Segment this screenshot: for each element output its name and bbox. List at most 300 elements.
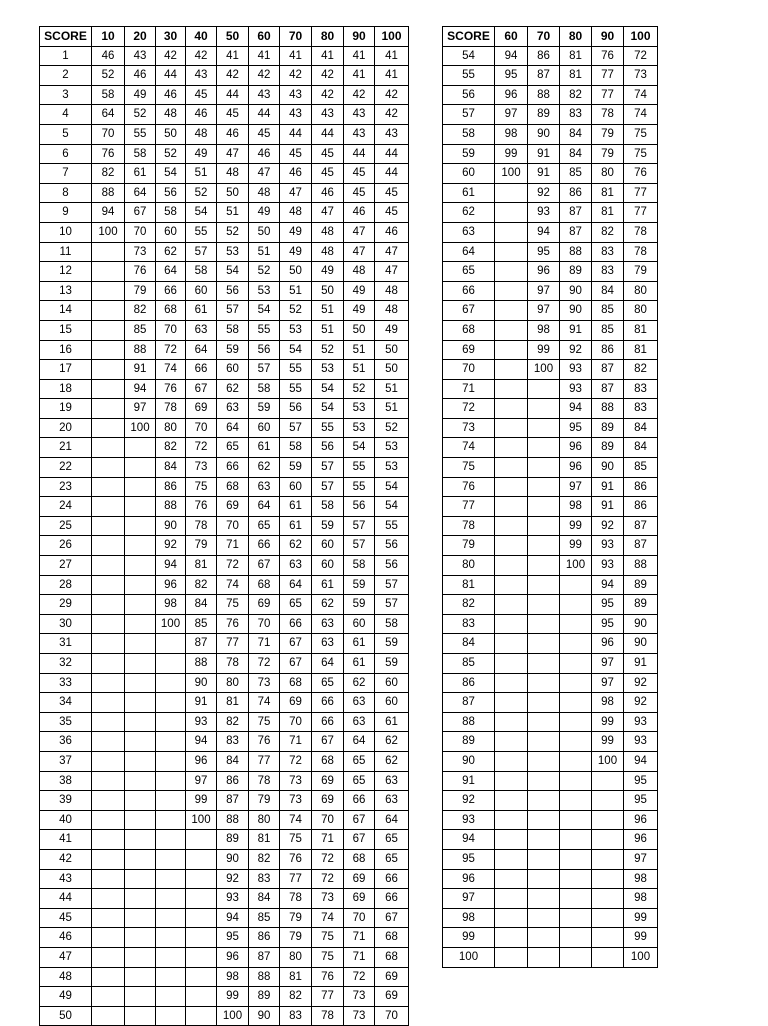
value-cell: 46 xyxy=(280,164,312,184)
table-row xyxy=(443,379,658,399)
value-cell: 73 xyxy=(186,458,217,478)
value-cell xyxy=(560,614,592,634)
value-cell xyxy=(560,889,592,909)
value-cell xyxy=(495,222,528,242)
value-cell: 100 xyxy=(125,418,156,438)
value-cell: 51 xyxy=(312,301,344,321)
score-cell: 80 xyxy=(443,556,495,576)
value-cell: 44 xyxy=(280,124,312,144)
table-row xyxy=(443,556,658,576)
value-cell: 97 xyxy=(186,771,217,791)
value-cell: 93 xyxy=(560,379,592,399)
score-cell: 94 xyxy=(443,830,495,850)
value-cell xyxy=(125,516,156,536)
value-cell: 84 xyxy=(156,458,186,478)
table-row xyxy=(443,360,658,380)
value-cell: 96 xyxy=(624,830,658,850)
table-row xyxy=(40,556,409,576)
table-body xyxy=(443,46,658,967)
value-cell xyxy=(92,360,125,380)
value-cell: 44 xyxy=(156,66,186,86)
value-cell: 54 xyxy=(312,399,344,419)
value-cell xyxy=(92,634,125,654)
score-table-right xyxy=(442,26,658,968)
table-row xyxy=(443,712,658,732)
value-cell: 46 xyxy=(217,124,249,144)
value-cell: 92 xyxy=(528,183,560,203)
value-cell: 50 xyxy=(344,320,375,340)
value-cell: 77 xyxy=(624,183,658,203)
table-row xyxy=(40,379,409,399)
value-cell xyxy=(528,458,560,478)
value-cell: 54 xyxy=(344,438,375,458)
value-cell: 53 xyxy=(280,320,312,340)
value-cell xyxy=(592,908,624,928)
value-cell: 93 xyxy=(592,556,624,576)
value-cell: 78 xyxy=(156,399,186,419)
value-cell: 95 xyxy=(624,791,658,811)
value-cell: 57 xyxy=(312,458,344,478)
value-cell: 91 xyxy=(125,360,156,380)
value-cell: 87 xyxy=(186,634,217,654)
value-cell xyxy=(92,536,125,556)
value-cell: 74 xyxy=(312,908,344,928)
score-cell: 31 xyxy=(40,634,92,654)
value-cell: 92 xyxy=(560,340,592,360)
value-cell: 62 xyxy=(312,595,344,615)
value-cell: 78 xyxy=(249,771,280,791)
value-cell: 87 xyxy=(592,360,624,380)
value-cell: 66 xyxy=(375,869,409,889)
score-table-left xyxy=(39,26,409,1026)
value-cell: 81 xyxy=(624,320,658,340)
value-cell: 59 xyxy=(249,399,280,419)
value-cell xyxy=(560,693,592,713)
table-row xyxy=(40,85,409,105)
value-cell: 77 xyxy=(592,85,624,105)
value-cell: 81 xyxy=(217,693,249,713)
value-cell: 68 xyxy=(249,575,280,595)
value-cell xyxy=(92,908,125,928)
column-header: 80 xyxy=(560,27,592,47)
value-cell xyxy=(186,869,217,889)
value-cell: 73 xyxy=(125,242,156,262)
value-cell xyxy=(156,908,186,928)
table-row xyxy=(40,458,409,478)
score-cell: 9 xyxy=(40,203,92,223)
value-cell: 52 xyxy=(249,262,280,282)
value-cell: 94 xyxy=(624,751,658,771)
table-row xyxy=(443,124,658,144)
value-cell: 89 xyxy=(592,438,624,458)
value-cell: 98 xyxy=(592,693,624,713)
value-cell xyxy=(495,516,528,536)
table-row xyxy=(443,262,658,282)
value-cell: 49 xyxy=(312,262,344,282)
value-cell xyxy=(92,516,125,536)
value-cell: 98 xyxy=(528,320,560,340)
value-cell xyxy=(560,732,592,752)
value-cell: 54 xyxy=(375,497,409,517)
value-cell xyxy=(186,1006,217,1026)
value-cell: 57 xyxy=(344,536,375,556)
value-cell: 87 xyxy=(592,379,624,399)
value-cell: 63 xyxy=(344,712,375,732)
value-cell: 49 xyxy=(125,85,156,105)
value-cell: 44 xyxy=(312,124,344,144)
value-cell: 69 xyxy=(312,771,344,791)
value-cell: 70 xyxy=(217,516,249,536)
score-cell: 44 xyxy=(40,889,92,909)
table-row xyxy=(40,183,409,203)
value-cell: 80 xyxy=(592,164,624,184)
score-cell: 22 xyxy=(40,458,92,478)
value-cell: 79 xyxy=(280,928,312,948)
table-header-row xyxy=(40,27,409,47)
value-cell: 57 xyxy=(375,575,409,595)
value-cell: 44 xyxy=(249,105,280,125)
value-cell xyxy=(560,791,592,811)
table-row xyxy=(40,144,409,164)
value-cell: 72 xyxy=(312,849,344,869)
value-cell: 92 xyxy=(217,869,249,889)
value-cell xyxy=(125,1006,156,1026)
value-cell: 86 xyxy=(528,46,560,66)
value-cell: 70 xyxy=(375,1006,409,1026)
value-cell: 82 xyxy=(217,712,249,732)
value-cell xyxy=(92,458,125,478)
value-cell: 97 xyxy=(528,301,560,321)
table-row xyxy=(443,144,658,164)
value-cell xyxy=(125,908,156,928)
value-cell xyxy=(125,595,156,615)
value-cell xyxy=(528,556,560,576)
value-cell: 47 xyxy=(375,262,409,282)
value-cell xyxy=(495,360,528,380)
value-cell: 50 xyxy=(375,340,409,360)
value-cell: 66 xyxy=(280,614,312,634)
table-row xyxy=(40,320,409,340)
table-row xyxy=(40,340,409,360)
value-cell: 98 xyxy=(624,869,658,889)
table-row xyxy=(443,458,658,478)
score-cell: 90 xyxy=(443,751,495,771)
table-row xyxy=(40,987,409,1007)
value-cell xyxy=(560,751,592,771)
value-cell: 99 xyxy=(592,712,624,732)
value-cell: 43 xyxy=(186,66,217,86)
value-cell: 81 xyxy=(280,967,312,987)
value-cell xyxy=(125,967,156,987)
score-cell: 3 xyxy=(40,85,92,105)
value-cell: 45 xyxy=(312,164,344,184)
value-cell xyxy=(528,399,560,419)
value-cell xyxy=(92,791,125,811)
value-cell: 83 xyxy=(624,399,658,419)
value-cell: 98 xyxy=(560,497,592,517)
value-cell xyxy=(495,418,528,438)
value-cell: 65 xyxy=(249,516,280,536)
value-cell: 65 xyxy=(280,595,312,615)
value-cell: 100 xyxy=(217,1006,249,1026)
value-cell: 66 xyxy=(217,458,249,478)
value-cell: 94 xyxy=(217,908,249,928)
table-row xyxy=(443,497,658,517)
value-cell: 71 xyxy=(249,634,280,654)
value-cell: 62 xyxy=(375,732,409,752)
value-cell: 61 xyxy=(375,712,409,732)
value-cell xyxy=(186,928,217,948)
value-cell: 55 xyxy=(375,516,409,536)
value-cell: 85 xyxy=(560,164,592,184)
value-cell: 88 xyxy=(217,810,249,830)
value-cell: 93 xyxy=(624,732,658,752)
value-cell: 60 xyxy=(375,673,409,693)
value-cell: 87 xyxy=(217,791,249,811)
value-cell: 67 xyxy=(344,810,375,830)
value-cell: 90 xyxy=(528,124,560,144)
table-row xyxy=(40,418,409,438)
value-cell: 80 xyxy=(624,301,658,321)
score-cell: 10 xyxy=(40,222,92,242)
value-cell xyxy=(92,751,125,771)
value-cell: 79 xyxy=(249,791,280,811)
value-cell xyxy=(125,654,156,674)
value-cell: 83 xyxy=(217,732,249,752)
value-cell: 72 xyxy=(624,46,658,66)
value-cell: 89 xyxy=(624,595,658,615)
value-cell: 84 xyxy=(186,595,217,615)
value-cell: 58 xyxy=(156,203,186,223)
value-cell: 86 xyxy=(249,928,280,948)
score-cell: 30 xyxy=(40,614,92,634)
value-cell xyxy=(92,928,125,948)
table-row xyxy=(443,477,658,497)
value-cell: 69 xyxy=(186,399,217,419)
value-cell: 67 xyxy=(186,379,217,399)
value-cell: 68 xyxy=(375,928,409,948)
score-cell: 81 xyxy=(443,575,495,595)
value-cell: 83 xyxy=(249,869,280,889)
value-cell: 77 xyxy=(217,634,249,654)
value-cell xyxy=(156,889,186,909)
value-cell: 88 xyxy=(156,497,186,517)
value-cell: 79 xyxy=(624,262,658,282)
value-cell: 100 xyxy=(495,164,528,184)
value-cell: 87 xyxy=(560,222,592,242)
value-cell: 70 xyxy=(125,222,156,242)
score-cell: 37 xyxy=(40,751,92,771)
value-cell: 61 xyxy=(344,654,375,674)
value-cell: 95 xyxy=(592,614,624,634)
value-cell xyxy=(495,908,528,928)
value-cell: 55 xyxy=(344,458,375,478)
value-cell xyxy=(495,203,528,223)
value-cell xyxy=(495,614,528,634)
value-cell: 95 xyxy=(624,771,658,791)
score-cell: 55 xyxy=(443,66,495,86)
value-cell: 90 xyxy=(624,634,658,654)
value-cell xyxy=(156,849,186,869)
value-cell: 70 xyxy=(280,712,312,732)
value-cell: 86 xyxy=(592,340,624,360)
table-row xyxy=(443,536,658,556)
value-cell: 55 xyxy=(125,124,156,144)
value-cell: 75 xyxy=(280,830,312,850)
value-cell xyxy=(495,536,528,556)
value-cell: 79 xyxy=(186,536,217,556)
value-cell xyxy=(125,849,156,869)
value-cell: 69 xyxy=(375,967,409,987)
value-cell: 42 xyxy=(280,66,312,86)
value-cell: 78 xyxy=(217,654,249,674)
value-cell xyxy=(560,673,592,693)
value-cell: 62 xyxy=(217,379,249,399)
value-cell: 58 xyxy=(312,497,344,517)
value-cell: 73 xyxy=(249,673,280,693)
value-cell: 99 xyxy=(495,144,528,164)
score-cell: 18 xyxy=(40,379,92,399)
value-cell xyxy=(495,242,528,262)
value-cell xyxy=(92,595,125,615)
value-cell: 71 xyxy=(344,947,375,967)
value-cell: 83 xyxy=(592,262,624,282)
value-cell xyxy=(592,928,624,948)
value-cell: 60 xyxy=(312,556,344,576)
value-cell: 56 xyxy=(375,556,409,576)
score-cell: 39 xyxy=(40,791,92,811)
score-cell: 38 xyxy=(40,771,92,791)
value-cell: 72 xyxy=(280,751,312,771)
value-cell: 70 xyxy=(156,320,186,340)
score-cell: 13 xyxy=(40,281,92,301)
value-cell: 44 xyxy=(375,164,409,184)
table-row xyxy=(40,595,409,615)
table-row xyxy=(40,771,409,791)
value-cell xyxy=(528,771,560,791)
value-cell: 72 xyxy=(249,654,280,674)
score-cell: 56 xyxy=(443,85,495,105)
value-cell: 56 xyxy=(249,340,280,360)
value-cell: 99 xyxy=(624,928,658,948)
value-cell: 97 xyxy=(560,477,592,497)
value-cell: 66 xyxy=(312,693,344,713)
value-cell: 68 xyxy=(312,751,344,771)
value-cell xyxy=(92,262,125,282)
score-cell: 19 xyxy=(40,399,92,419)
value-cell xyxy=(186,967,217,987)
value-cell xyxy=(560,595,592,615)
value-cell xyxy=(592,947,624,967)
value-cell: 90 xyxy=(186,673,217,693)
value-cell: 64 xyxy=(92,105,125,125)
value-cell: 41 xyxy=(280,46,312,66)
value-cell: 69 xyxy=(249,595,280,615)
value-cell: 56 xyxy=(156,183,186,203)
table-row xyxy=(40,791,409,811)
table-row xyxy=(40,477,409,497)
score-cell: 75 xyxy=(443,458,495,478)
column-header: 60 xyxy=(249,27,280,47)
value-cell: 43 xyxy=(280,105,312,125)
value-cell: 88 xyxy=(92,183,125,203)
value-cell xyxy=(495,673,528,693)
value-cell xyxy=(186,987,217,1007)
value-cell: 42 xyxy=(156,46,186,66)
value-cell: 68 xyxy=(280,673,312,693)
value-cell: 63 xyxy=(280,556,312,576)
value-cell: 42 xyxy=(217,66,249,86)
value-cell: 55 xyxy=(344,477,375,497)
value-cell: 63 xyxy=(375,771,409,791)
column-header: 10 xyxy=(92,27,125,47)
value-cell xyxy=(156,673,186,693)
value-cell: 53 xyxy=(217,242,249,262)
score-cell: 32 xyxy=(40,654,92,674)
column-header: 50 xyxy=(217,27,249,47)
value-cell xyxy=(528,673,560,693)
score-cell: 82 xyxy=(443,595,495,615)
value-cell: 85 xyxy=(125,320,156,340)
value-cell: 47 xyxy=(280,183,312,203)
score-cell: 61 xyxy=(443,183,495,203)
value-cell: 93 xyxy=(217,889,249,909)
value-cell xyxy=(92,869,125,889)
value-cell xyxy=(528,595,560,615)
value-cell: 64 xyxy=(375,810,409,830)
score-column-header: SCORE xyxy=(443,27,495,47)
value-cell: 60 xyxy=(280,477,312,497)
value-cell: 48 xyxy=(186,124,217,144)
value-cell xyxy=(125,712,156,732)
value-cell: 97 xyxy=(592,654,624,674)
value-cell: 65 xyxy=(375,830,409,850)
table-row xyxy=(40,301,409,321)
value-cell: 93 xyxy=(528,203,560,223)
score-cell: 88 xyxy=(443,712,495,732)
value-cell: 96 xyxy=(156,575,186,595)
value-cell xyxy=(156,751,186,771)
table-row xyxy=(40,46,409,66)
value-cell xyxy=(156,1006,186,1026)
score-column-header: SCORE xyxy=(40,27,92,47)
value-cell: 63 xyxy=(375,791,409,811)
value-cell: 58 xyxy=(186,262,217,282)
value-cell: 80 xyxy=(280,947,312,967)
score-cell: 14 xyxy=(40,301,92,321)
value-cell: 91 xyxy=(528,164,560,184)
value-cell: 49 xyxy=(280,242,312,262)
value-cell xyxy=(495,379,528,399)
value-cell xyxy=(125,987,156,1007)
score-cell: 54 xyxy=(443,46,495,66)
value-cell: 99 xyxy=(624,908,658,928)
value-cell xyxy=(125,810,156,830)
value-cell: 48 xyxy=(312,242,344,262)
value-cell: 65 xyxy=(312,673,344,693)
value-cell xyxy=(560,712,592,732)
value-cell xyxy=(560,634,592,654)
value-cell: 71 xyxy=(280,732,312,752)
value-cell xyxy=(528,614,560,634)
value-cell: 60 xyxy=(186,281,217,301)
value-cell xyxy=(156,928,186,948)
table-row xyxy=(40,536,409,556)
value-cell: 88 xyxy=(186,654,217,674)
table-row xyxy=(40,1006,409,1026)
value-cell xyxy=(592,830,624,850)
value-cell xyxy=(92,556,125,576)
